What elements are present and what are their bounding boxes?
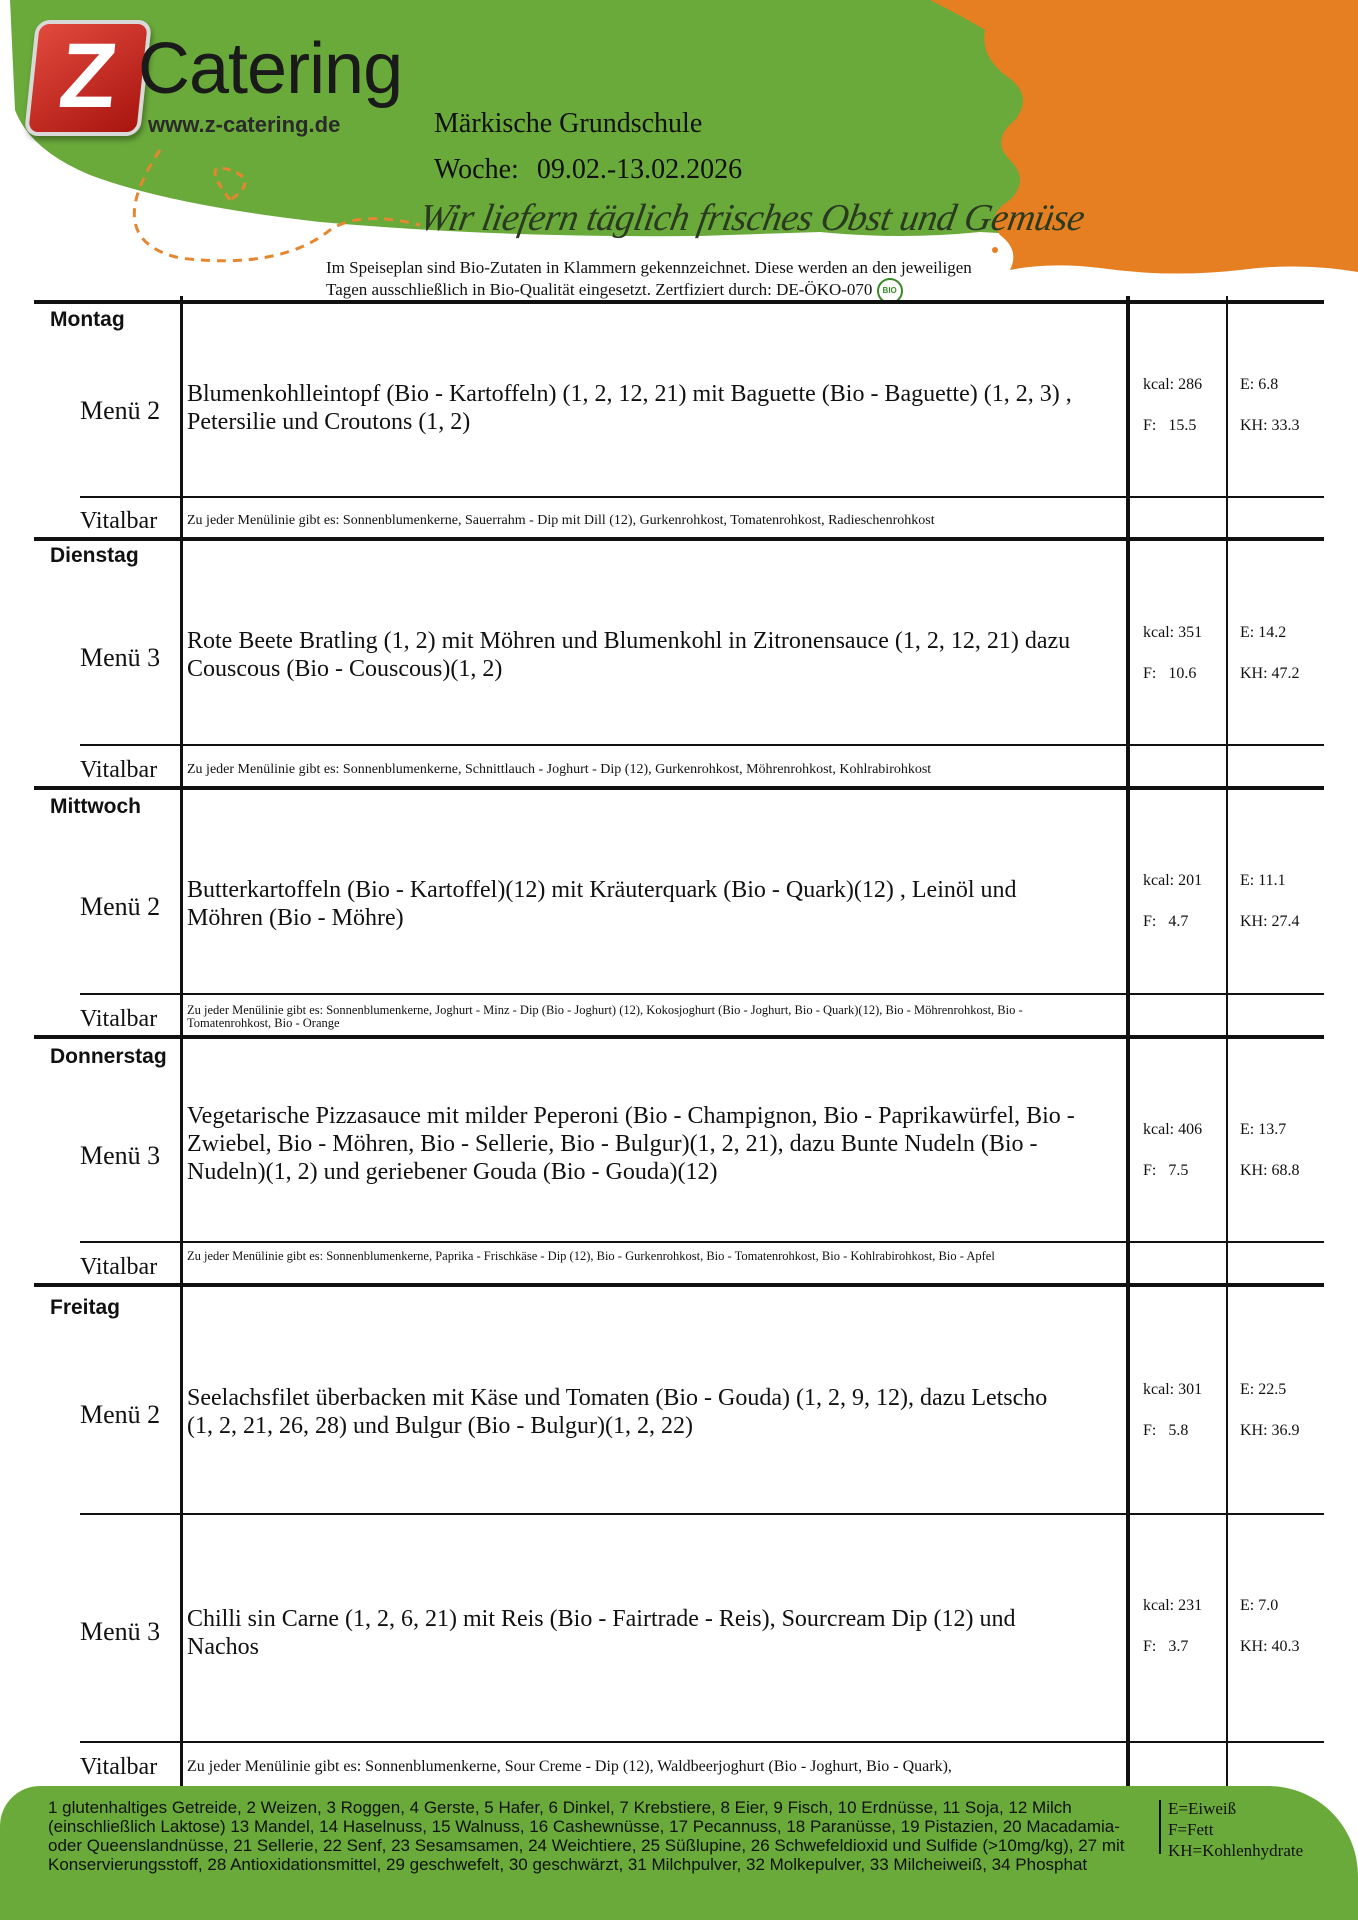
- day-separator: [34, 300, 1324, 304]
- logo-mark: Z: [24, 20, 152, 136]
- nutrition-kcal: kcal: 406: [1143, 1121, 1203, 1138]
- row-separator: [80, 744, 1324, 746]
- nutrition-protein: E: 14.2: [1240, 624, 1287, 641]
- vitalbar-text: Zu jeder Menülinie gibt es: Sonnenblumenkerne, Sour Creme - Dip (12), Waldbeerjoghurt (Bio - Joghurt, Bio - Quark),: [187, 1758, 952, 1775]
- vitalbar-label: Vitalbar: [80, 1754, 158, 1780]
- nutrition-carbs: KH: 47.2: [1240, 665, 1300, 682]
- menu-label: Menü 3: [80, 1617, 161, 1646]
- menu-label: Menü 3: [80, 1141, 161, 1170]
- nutrition-carbs: KH: 27.4: [1240, 913, 1300, 930]
- nutrition-kcal: kcal: 201: [1143, 872, 1203, 889]
- vitalbar-label: Vitalbar: [80, 1006, 158, 1032]
- nutrition-carbs: KH: 40.3: [1240, 1638, 1300, 1655]
- logo: [30, 20, 403, 150]
- nutrition-kcal: kcal: 301: [1143, 1381, 1203, 1398]
- footer-divider: [1159, 1800, 1161, 1854]
- nutrition-protein: E: 22.5: [1240, 1381, 1287, 1398]
- vitalbar-text: Zu jeder Menülinie gibt es: Sonnenblumenkerne, Schnittlauch - Joghurt - Dip (12), Gurkenrohkost, Möhrenrohkost, Kohlrabirohkost: [187, 762, 932, 777]
- dish-text: Seelachsfilet überbacken mit Käse und Tomaten (Bio - Gouda) (1, 2, 9, 12), dazu Letscho (1, 2, 21, 26, 28) und Bulgur (Bio - Bulgur)(1, 2, 22): [187, 1385, 1048, 1439]
- bio-seal-icon: BIO: [877, 278, 903, 304]
- dish-text: Blumenkohlleintopf (Bio - Kartoffeln) (1, 2, 12, 21) mit Baguette (Bio - Baguette) (1, 2, 3) , Petersilie und Croutons (1, 2): [187, 381, 1072, 435]
- nutrition-fat: F: 10.6: [1143, 665, 1197, 682]
- menu-label: Menü 3: [80, 643, 161, 672]
- nutrition-protein: E: 7.0: [1240, 1597, 1279, 1614]
- row-separator: [80, 1241, 1324, 1243]
- table-divider: [1226, 296, 1228, 1786]
- day-label: Montag: [50, 308, 125, 331]
- row-separator: [80, 1513, 1324, 1515]
- vitalbar-text: Zu jeder Menülinie gibt es: Sonnenblumenkerne, Paprika - Frischkäse - Dip (12), Bio - Gurkenrohkost, Bio - Tomatenrohkost, Bio - Kohlrabirohkost, Bio - Apfel: [187, 1249, 995, 1263]
- vitalbar-label: Vitalbar: [80, 1254, 158, 1280]
- nutrition-protein: E: 13.7: [1240, 1121, 1287, 1138]
- day-separator: [34, 537, 1324, 541]
- nutrition-legend: [1168, 1798, 1303, 1861]
- dish-text: Butterkartoffeln (Bio - Kartoffel)(12) mit Kräuterquark (Bio - Quark)(12) , Leinöl und Möhren (Bio - Möhre): [187, 877, 1017, 931]
- legend-fat: F=Fett: [1168, 1820, 1214, 1839]
- table-divider: [1126, 296, 1130, 1786]
- menu-label: Menü 2: [80, 396, 161, 425]
- vitalbar-label: Vitalbar: [80, 757, 158, 783]
- row-separator: [80, 496, 1324, 498]
- legend-carbs: KH=Kohlenhydrate: [1168, 1841, 1304, 1860]
- nutrition-kcal: kcal: 231: [1143, 1597, 1203, 1614]
- menu-label: Menü 2: [80, 1400, 161, 1429]
- bio-note: Im Speiseplan sind Bio-Zutaten in Klammern gekennzeichnet. Diese werden an den jeweiligen Tagen ausschließlich in Bio-Qualität eingesetzt. Zertfiziert durch: DE-ÖKO-070 BIO: [326, 258, 1046, 304]
- legend-protein: E=Eiweiß: [1168, 1799, 1237, 1818]
- allergen-legend: 1 glutenhaltiges Getreide, 2 Weizen, 3 Roggen, 4 Gerste, 5 Hafer, 6 Dinkel, 7 Krebstiere, 8 Eier, 9 Fisch, 10 Erdnüsse, 11 Soja, 12 Milch (einschließlich Laktose) 13 Mandel, 14 Haselnuss, 15 Walnuss, 16 Cashewnüsse, 17 Pecannuss, 18 Paranüsse, 19 Pistazien, 20 Macadamia- oder Queenslandnüsse, 21 Sellerie, 22 Senf, 23 Sesamsamen, 24 Weichtiere, 25 Süßlupine, 26 Schwefeldioxid und Sulfide (>10mg/kg), 27 mit Konservierungsstoff, 28 Antioxidationsmittel, 29 geschwefelt, 30 geschwärzt, 31 Milchpulver, 32 Molkepulver, 33 Milcheiweiß, 34 Phosphat: [48, 1798, 1125, 1874]
- nutrition-fat: F: 15.5: [1143, 417, 1197, 434]
- dish-text: Chilli sin Carne (1, 2, 6, 21) mit Reis (Bio - Fairtrade - Reis), Sourcream Dip (12) und Nachos: [187, 1606, 1016, 1660]
- row-separator: [80, 1741, 1324, 1743]
- dish-text: Rote Beete Bratling (1, 2) mit Möhren und Blumenkohl in Zitronensauce (1, 2, 12, 21) dazu Couscous (Bio - Couscous)(1, 2): [187, 628, 1071, 682]
- day-label: Mittwoch: [50, 795, 141, 818]
- logo-name: Catering: [138, 29, 403, 109]
- day-label: Dienstag: [50, 544, 139, 567]
- row-separator: [80, 993, 1324, 995]
- nutrition-kcal: kcal: 351: [1143, 624, 1203, 641]
- nutrition-kcal: kcal: 286: [1143, 376, 1203, 393]
- vitalbar-label: Vitalbar: [80, 508, 158, 534]
- nutrition-carbs: KH: 33.3: [1240, 417, 1300, 434]
- dish-text: Vegetarische Pizzasauce mit milder Peperoni (Bio - Champignon, Bio - Paprikawürfel, Bio - Zwiebel, Bio - Möhren, Bio - Sellerie, Bio - Bulgur)(1, 2, 21), dazu Bunte Nudeln (Bio - Nudeln)(1, 2) und geriebener Gouda (Bio - Gouda)(12): [187, 1103, 1075, 1185]
- menu-label: Menü 2: [80, 892, 161, 921]
- vitalbar-text: Zu jeder Menülinie gibt es: Sonnenblumenkerne, Joghurt - Minz - Dip (Bio - Joghurt) (12), Kokosjoghurt (Bio - Joghurt, Bio - Quark)(12), Bio - Möhrenrohkost, Bio - Tomatenrohkost, Bio - Orange: [187, 1003, 1023, 1030]
- nutrition-protein: E: 6.8: [1240, 376, 1279, 393]
- day-separator: [34, 786, 1324, 790]
- day-label: Donnerstag: [50, 1045, 167, 1068]
- nutrition-fat: F: 7.5: [1143, 1162, 1189, 1179]
- week-range: Woche: 09.02.-13.02.2026: [434, 154, 743, 185]
- nutrition-carbs: KH: 68.8: [1240, 1162, 1300, 1179]
- nutrition-protein: E: 11.1: [1240, 872, 1286, 889]
- day-separator: [34, 1035, 1324, 1039]
- table-divider: [180, 296, 183, 1786]
- vitalbar-text: Zu jeder Menülinie gibt es: Sonnenblumenkerne, Sauerrahm - Dip mit Dill (12), Gurkenrohkost, Tomatenrohkost, Radieschenrohkost: [187, 513, 935, 528]
- logo-url: www.z-catering.de: [148, 112, 341, 137]
- nutrition-fat: F: 5.8: [1143, 1422, 1189, 1439]
- slogan: Wir liefern täglich frisches Obst und Gemüse: [416, 197, 1088, 239]
- nutrition-carbs: KH: 36.9: [1240, 1422, 1300, 1439]
- nutrition-fat: F: 3.7: [1143, 1638, 1189, 1655]
- school-name: Märkische Grundschule: [434, 108, 703, 139]
- nutrition-fat: F: 4.7: [1143, 913, 1189, 930]
- day-label: Freitag: [50, 1296, 121, 1319]
- day-separator: [34, 1283, 1324, 1287]
